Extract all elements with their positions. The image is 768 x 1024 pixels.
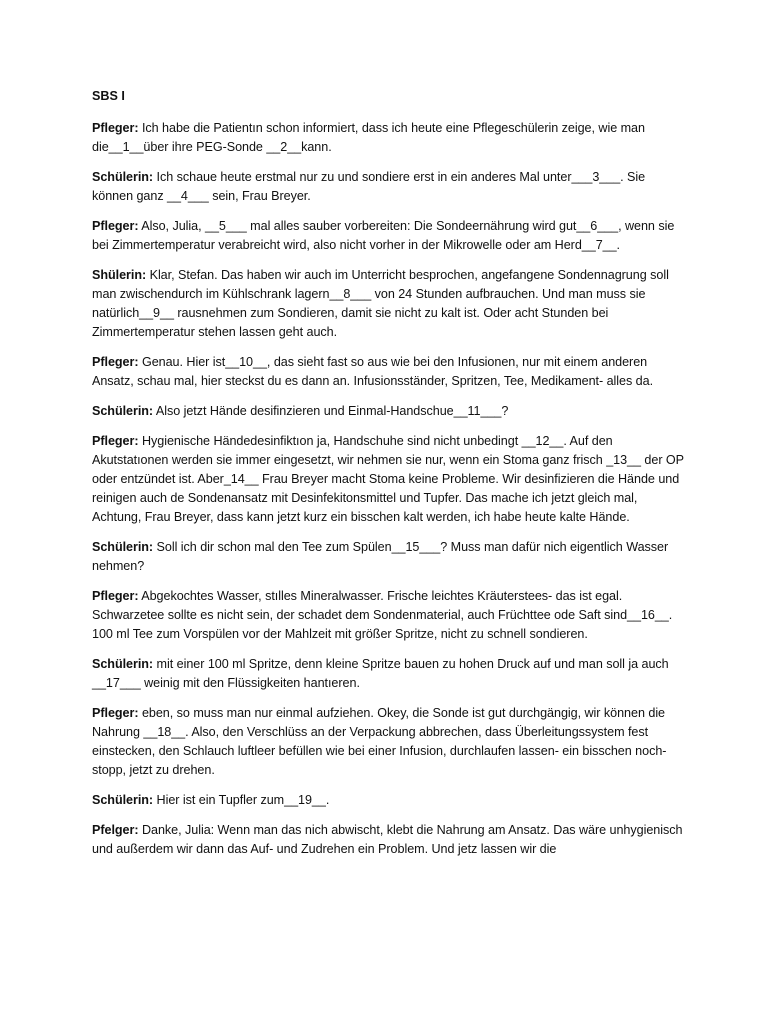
dialogue-text: Danke, Julia: Wenn man das nich abwischt, klebt die Nahrung am Ansatz. Das wäre unhygienisch und außerdem wir dann das Auf- und Zudrehen ein Problem. Und jetz lassen wir die: [92, 823, 683, 856]
dialogue-text: Ich schaue heute erstmal nur zu und sondiere erst in ein anderes Mal unter___3___. Sie können ganz __4___ sein, Frau Breyer.: [92, 170, 646, 203]
dialogue-text: Genau. Hier ist__10__, das sieht fast so aus wie bei den Infusionen, nur mit einem anderen Ansatz, schau mal, hier steckst du es dann an. Infusionsständer, Spritzen, Tee, Medikament- alles da.: [92, 355, 654, 388]
dialogue-text: eben, so muss man nur einmal aufziehen. Okey, die Sonde ist gut durchgängig, wir können die Nahrung __18__. Also, den Verschlüss an der Verpackung abbrechen, dass Überleitungssystem fest einstecken, den Schlauch luftleer befüllen wie bei einer Infusion, durchlaufen lassen- ein bisschen noch- stopp, jetzt zu drehen.: [92, 706, 667, 777]
dialogue-paragraph: [92, 821, 688, 859]
speaker-label: Pfleger:: [92, 434, 139, 448]
speaker-label: Pfleger:: [92, 121, 139, 135]
dialogue-paragraph: [92, 587, 688, 644]
speaker-label: Pfleger:: [92, 355, 139, 369]
speaker-label: Schülerin:: [92, 170, 154, 184]
dialogue-text: Ich habe die Patientın schon informiert, dass ich heute eine Pflegeschülerin zeige, wie man die__1__über ihre PEG-Sonde __2__kann.: [92, 121, 645, 154]
dialogue-text: Soll ich dir schon mal den Tee zum Spülen__15___? Muss man dafür nich eigentlich Wasser nehmen?: [92, 540, 669, 573]
dialogue-paragraph: [92, 119, 688, 157]
dialogue-paragraph: [92, 704, 688, 780]
dialogue-paragraph: [92, 168, 688, 206]
speaker-label: Pfelger:: [92, 823, 139, 837]
document-title: SBS I: [92, 89, 125, 103]
speaker-label: Pfleger:: [92, 706, 139, 720]
speaker-label: Schülerin:: [92, 404, 154, 418]
speaker-label: Pfleger:: [92, 219, 139, 233]
dialogue-paragraph: [92, 402, 688, 421]
dialogue-paragraph: [92, 353, 688, 391]
dialogue-text: Abgekochtes Wasser, stılles Mineralwasser. Frische leichtes Kräuterstees- das ist egal. Schwarzetee sollte es nicht sein, der schadet dem Sondenmaterial, auch Früchttee ode Saft sind__16__. 100 ml Tee zum Vorspülen vor der Mahlzeit mit größer Spritze, nicht zu schnell sondieren.: [92, 589, 673, 641]
dialogue-text: Hygienische Händedesinfiktıon ja, Handschuhe sind nicht unbedingt __12__. Auf den Akutstatıonen werden sie immer eingesetzt, wir nehmen sie nur, wenn ein Stoma ganz frisch _13__ der OP oder entzündet ist. Aber_14__ Frau Breyer macht Stoma keine Probleme. Wir desinfizieren die Hände und reinigen auch de Sondenansatz mit Desinfekitonsmittel und Tupfer. Das mache ich jetzt gleich mal, Achtung, Frau Breyer, dass kann jetzt kurz ein bisschen kalt werden, ich habe heute kalte Hände.: [92, 434, 684, 524]
speaker-label: Schülerin:: [92, 540, 154, 554]
dialogue-text: Klar, Stefan. Das haben wir auch im Unterricht besprochen, angefangene Sondennagrung soll man zwischendurch im Kühlschrank lagern__8___ von 24 Stunden aufbrauchen. Und man muss sie natürlich__9__ rausnehmen zum Sondieren, damit sie nicht zu kalt ist. Oder acht Stunden bei Zimmertemperatur stehen lassen geht auch.: [92, 268, 669, 339]
speaker-label: Shülerin:: [92, 268, 147, 282]
dialogue-paragraph: [92, 217, 688, 255]
dialogue-text: Also jetzt Hände desifinzieren und Einmal-Handschue__11___?: [153, 404, 509, 418]
speaker-label: Schülerin:: [92, 657, 154, 671]
dialogue-paragraph: [92, 538, 688, 576]
dialogue-text: Also, Julia, __5___ mal alles sauber vorbereiten: Die Sondeernährung wird gut__6___, wenn sie bei Zimmertemperatur verabreicht wird, also nicht vorher in der Mikrowelle oder am Herd__7__.: [92, 219, 675, 252]
speaker-label: Schülerin:: [92, 793, 154, 807]
speaker-label: Pfleger:: [92, 589, 139, 603]
dialogue-paragraph: [92, 655, 688, 693]
dialogue-paragraph: [92, 791, 688, 810]
dialogue-text: Hier ist ein Tupfler zum__19__.: [153, 793, 330, 807]
dialogue-paragraph: [92, 266, 688, 342]
dialogue-paragraph: [92, 432, 688, 527]
dialogue-text: mit einer 100 ml Spritze, denn kleine Spritze bauen zu hohen Druck auf und man soll ja auch __17___ weinig mit den Flüssigkeiten hantıeren.: [92, 657, 669, 690]
